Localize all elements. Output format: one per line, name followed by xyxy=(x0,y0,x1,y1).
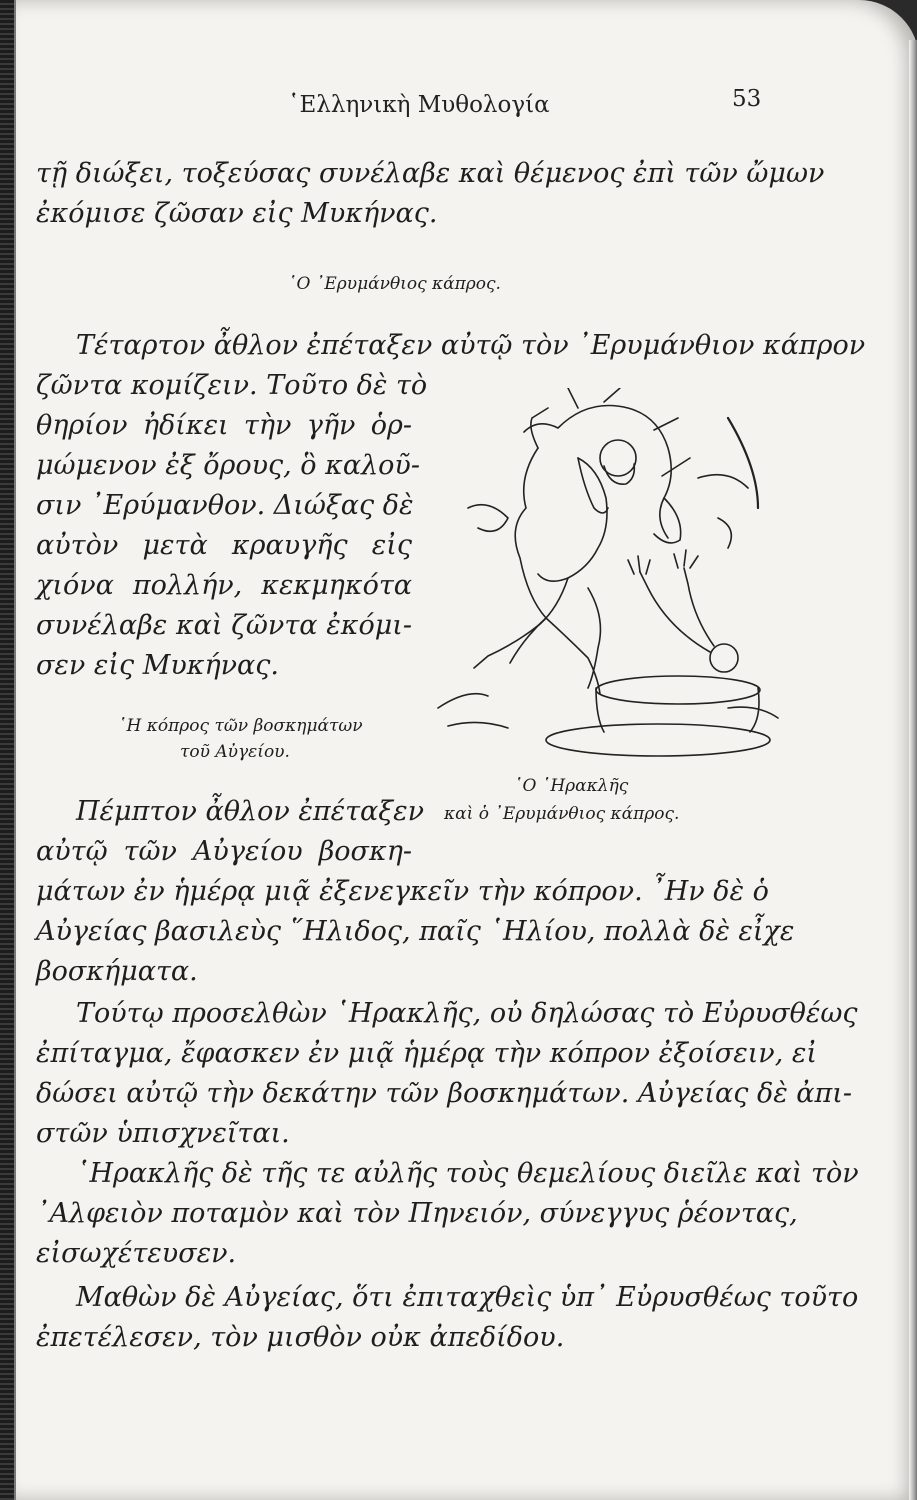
text-line: στῶν ὑπισχνεῖται. xyxy=(36,1118,290,1149)
text-line: αὐτὸν μετὰ κραυγῆς εἰς xyxy=(36,530,412,561)
boar-body xyxy=(524,406,671,539)
text-line: Τέταρτον ἆθλον ἐπέταξεν αὐτῷ τὸν ᾿Ερυμάνθιον κάπρον xyxy=(76,330,866,361)
book-binding xyxy=(0,0,14,1500)
running-title: ῾Ελληνικὴ Μυθολογία xyxy=(288,92,550,118)
hercules-chest xyxy=(538,458,607,581)
pithos-mouth xyxy=(596,676,760,704)
figure-caption: καὶ ὁ ᾿Ερυμάνθιος κάπρος. xyxy=(444,804,680,824)
text-line: μώμενον ἐξ ὄρους, ὃ καλοῦ- xyxy=(36,450,420,481)
text-line: ἐπετέλεσεν, τὸν μισθὸν οὐκ ἀπεδίδου. xyxy=(36,1322,565,1353)
text-line: αὐτῷ τῶν Αὐγείου βοσκη- xyxy=(36,836,412,867)
text-line: ῾Ηρακλῆς δὲ τῆς τε αὐλῆς τοὺς θεμελίους διεῖλε καὶ τὸν xyxy=(76,1158,859,1189)
ground-line xyxy=(438,694,778,728)
text-line: τῇ διώξει, τοξεύσας συνέλαβε καὶ θέμενος ἐπὶ τῶν ὤμων xyxy=(36,158,825,189)
figure-caption: ῾Ο ῾Ηρακλῆς xyxy=(514,776,629,796)
text-line: Τούτῳ προσελθὼν ῾Ηρακλῆς, οὐ δηλώσας τὸ Εὐρυσθέως xyxy=(76,998,858,1029)
book-page xyxy=(14,0,917,1500)
text-line: βοσκήματα. xyxy=(36,956,198,987)
text-line: σιν ᾿Ερύμανθον. Διώξας δὲ xyxy=(36,490,414,521)
text-line: ζῶντα κομίζειν. Τοῦτο δὲ τὸ xyxy=(36,370,428,401)
hercules-body xyxy=(510,448,600,694)
page-edge-shadow xyxy=(909,40,917,1500)
section-title: ῾Ο ᾿Ερυμάνθιος κάπρος. xyxy=(288,274,501,294)
text-line: χιόνα πολλήν, κεκμηκότα xyxy=(36,570,412,601)
text-line: σεν εἰς Μυκήνας. xyxy=(36,650,279,681)
text-line: ᾿Αλφειὸν ποταμὸν καὶ τὸν Πηνειόν, σύνεγγυς ῥέοντας, xyxy=(36,1198,798,1229)
page-number: 53 xyxy=(732,86,762,112)
spear xyxy=(728,418,758,508)
text-line: δώσει αὐτῷ τὴν δεκάτην τῶν βοσκημάτων. Αὐγείας δὲ ἀπι- xyxy=(36,1078,852,1109)
text-line: εἰσωχέτευσεν. xyxy=(36,1238,237,1269)
eurystheus-head xyxy=(710,644,738,672)
text-line: Μαθὼν δὲ Αὐγείας, ὅτι ἐπιταχθεὶς ὑπ᾿ Εὐρυσθέως τοῦτο xyxy=(76,1282,859,1313)
text-line: Πέμπτον ἆθλον ἐπέταξεν xyxy=(76,796,425,827)
text-line: θηρίον ἠδίκει τὴν γῆν ὁρ- xyxy=(36,410,412,441)
section-title: τοῦ Αὐγείου. xyxy=(180,742,290,762)
text-line: μάτων ἐν ἡμέρᾳ μιᾷ ἐξενεγκεῖν τὴν κόπρον. ῏Ην δὲ ὁ xyxy=(36,876,769,907)
text-line: ἐκόμισε ζῶσαν εἰς Μυκήνας. xyxy=(36,198,438,229)
drapery xyxy=(468,475,748,548)
raised-hands xyxy=(628,550,698,574)
text-line: Αὐγείας βασιλεὺς ῞Ηλιδος, παῖς ῾Ηλίου, πολλὰ δὲ εἶχε xyxy=(36,916,795,947)
pithos-rim xyxy=(546,724,770,756)
text-line: ἐπίταγμα, ἔφασκεν ἐν μιᾷ ἡμέρᾳ τὴν κόπρον ἐξοίσειν, εἰ xyxy=(36,1038,817,1069)
hercules-leg xyxy=(474,578,600,688)
section-title: ῾Η κόπρος τῶν βοσκημάτων xyxy=(118,716,363,736)
hercules-boar-illustration xyxy=(428,388,786,768)
text-line: συνέλαβε καὶ ζῶντα ἐκόμι- xyxy=(36,610,412,641)
eurystheus-arms xyxy=(640,568,714,652)
